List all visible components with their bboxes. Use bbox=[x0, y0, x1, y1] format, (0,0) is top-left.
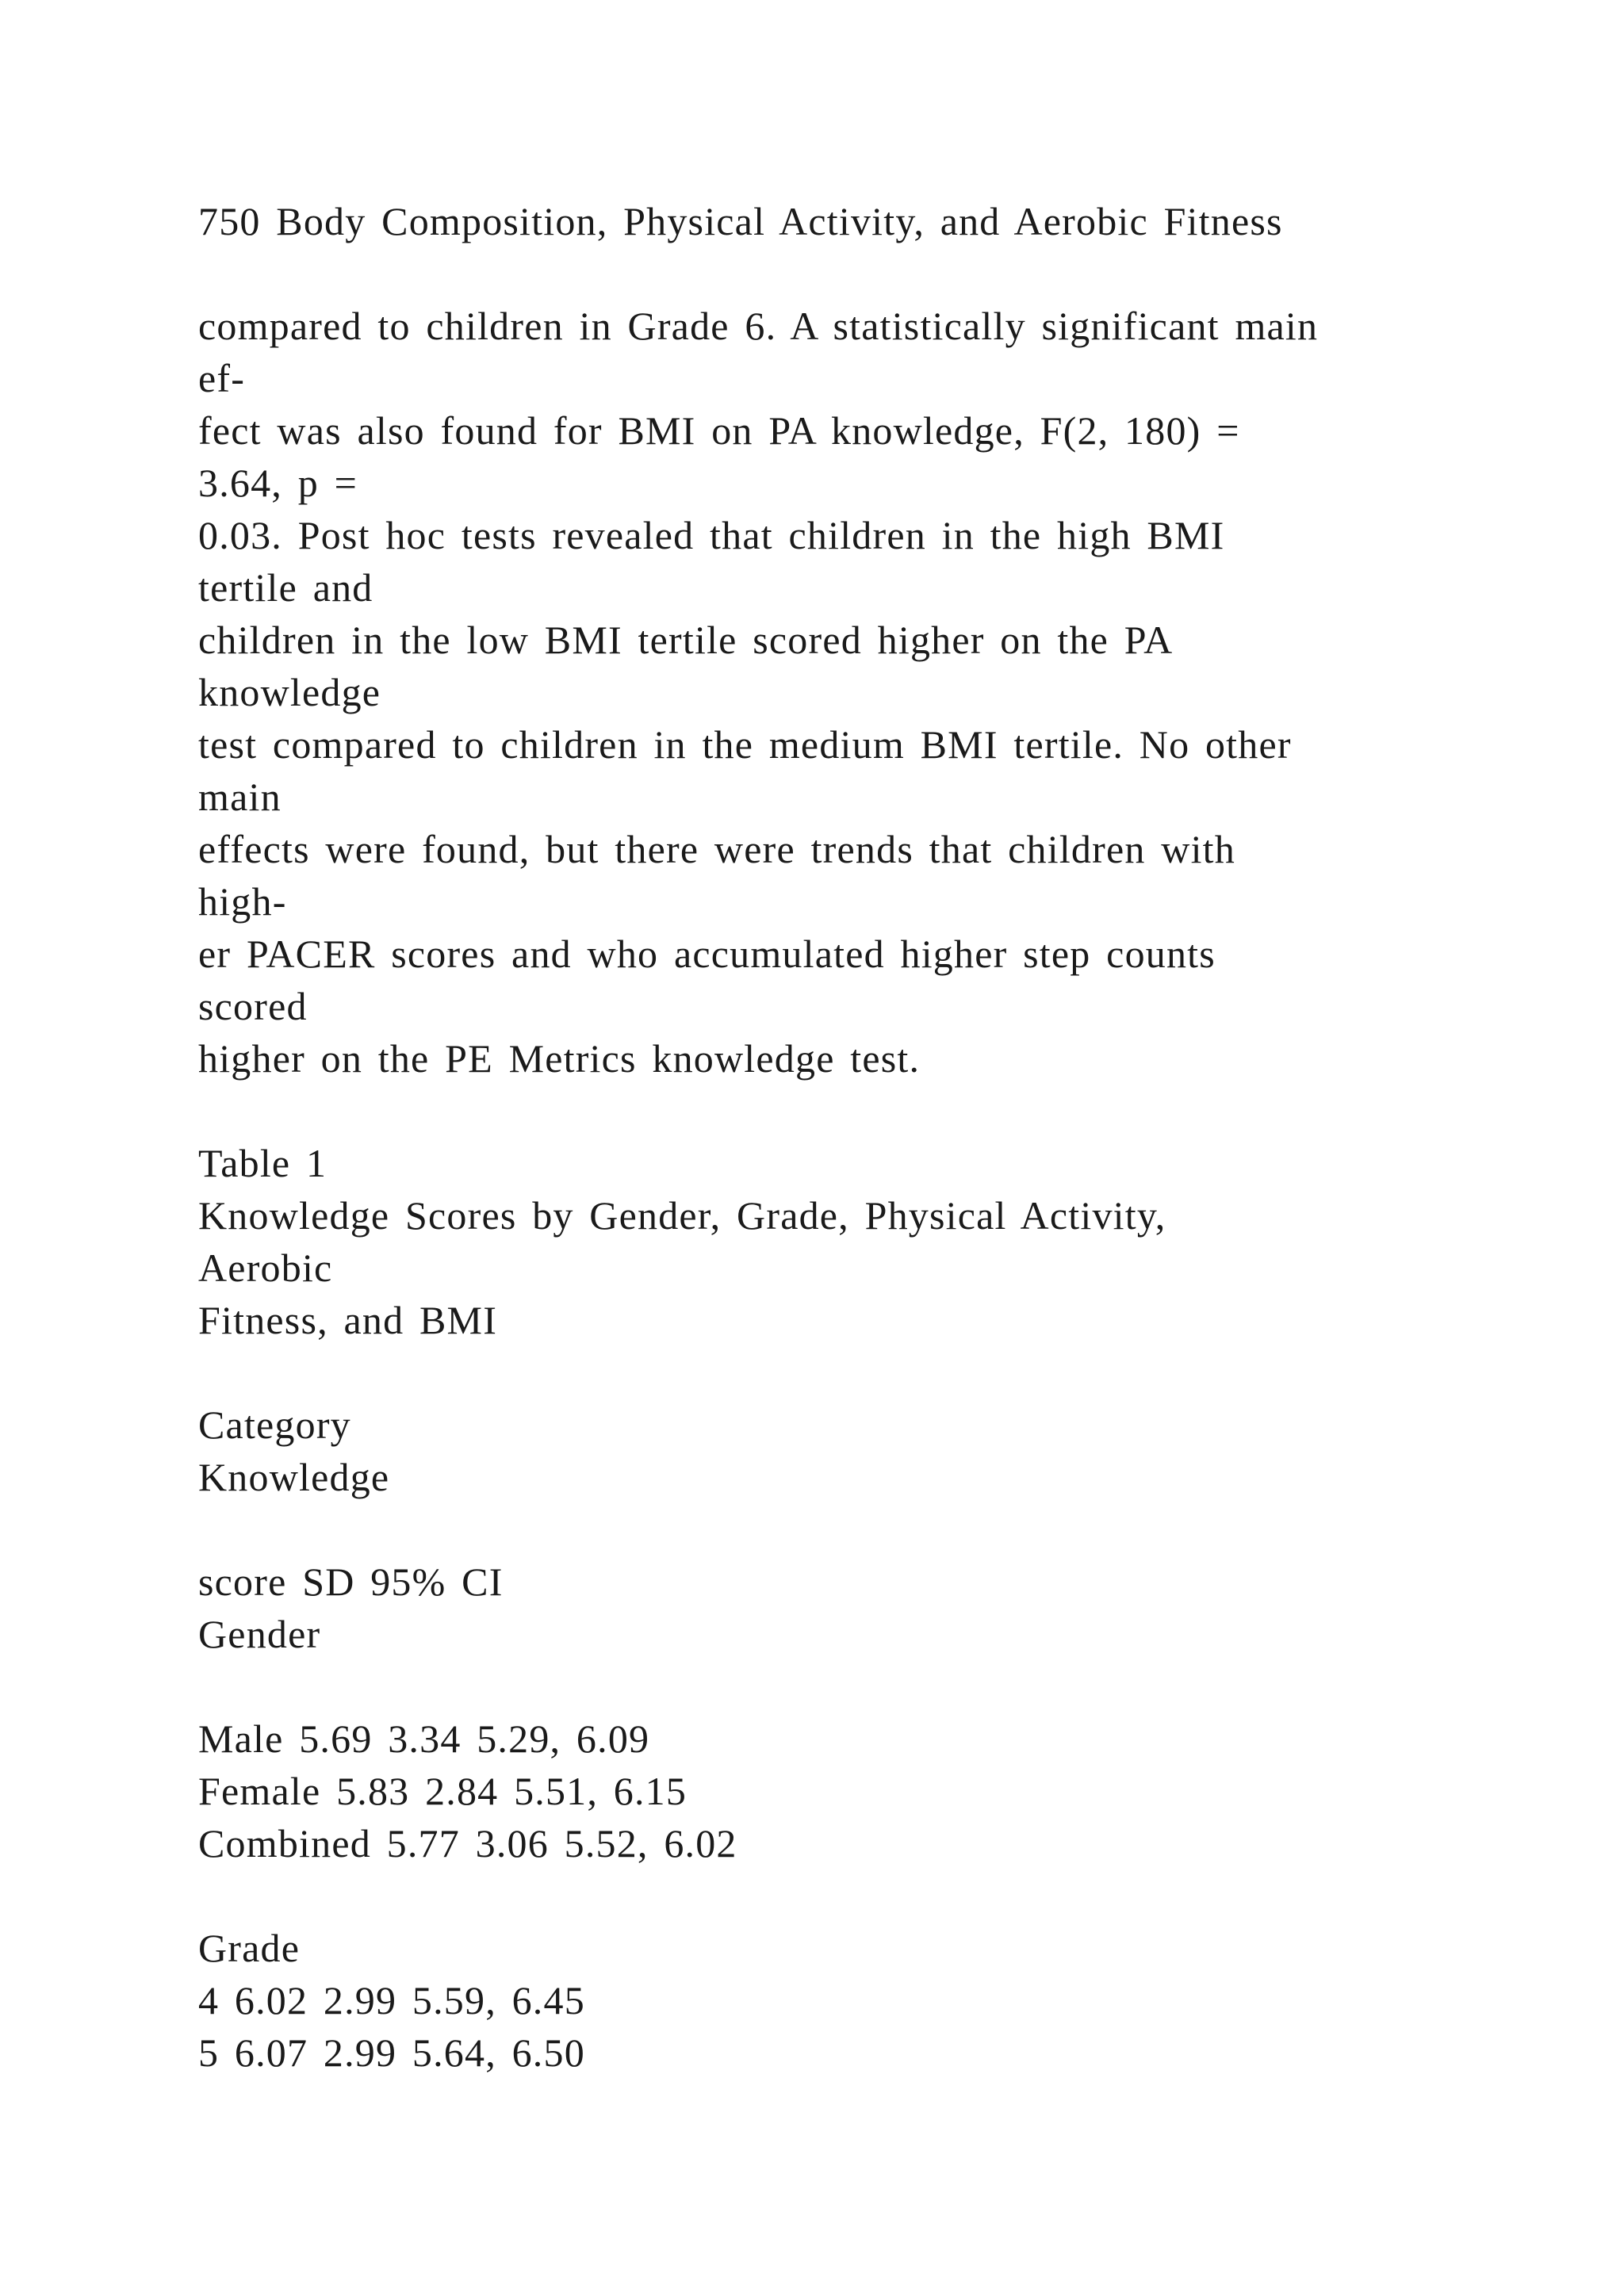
table-subheader: score SD 95% CI bbox=[198, 1559, 504, 1604]
table-caption bbox=[198, 1137, 1546, 1346]
table-label: Table 1 bbox=[198, 1141, 327, 1185]
table-row: 4 6.02 2.99 5.59, 6.45 bbox=[198, 1978, 585, 2022]
spacer bbox=[198, 1660, 1546, 1712]
paragraph-line: 3.64, p = bbox=[198, 461, 358, 505]
group-heading: Grade bbox=[198, 1926, 301, 1970]
table-row: Combined 5.77 3.06 5.52, 6.02 bbox=[198, 1821, 737, 1866]
body-paragraph bbox=[198, 300, 1546, 1085]
paragraph-line: test compared to children in the medium BMI tertile. No other bbox=[198, 722, 1292, 767]
table-header-line: Knowledge bbox=[198, 1455, 390, 1499]
running-head: 750 Body Composition, Physical Activity, and Aerobic Fitness bbox=[198, 199, 1283, 243]
spacer bbox=[198, 1085, 1546, 1137]
caption-line: Knowledge Scores by Gender, Grade, Physical Activity, bbox=[198, 1193, 1166, 1238]
paragraph-line: er PACER scores and who accumulated higher step counts bbox=[198, 932, 1216, 976]
paragraph-line: compared to children in Grade 6. A statistically significant main bbox=[198, 304, 1319, 348]
paragraph-line: scored bbox=[198, 984, 308, 1028]
paragraph-line: fect was also found for BMI on PA knowledge, F(2, 180) = bbox=[198, 408, 1240, 453]
caption-line: Aerobic bbox=[198, 1246, 333, 1290]
paragraph-line: children in the low BMI tertile scored higher on the PA bbox=[198, 618, 1174, 662]
spacer bbox=[198, 1869, 1546, 1922]
spacer bbox=[198, 1503, 1546, 1556]
table-row: Male 5.69 3.34 5.29, 6.09 bbox=[198, 1716, 650, 1761]
paragraph-line: main bbox=[198, 775, 282, 819]
group-heading: Gender bbox=[198, 1612, 321, 1656]
spacer bbox=[198, 247, 1546, 300]
table-group-grade bbox=[198, 1922, 1546, 2079]
table-header bbox=[198, 1399, 1546, 1503]
spacer bbox=[198, 1346, 1546, 1399]
paragraph-line: knowledge bbox=[198, 670, 381, 714]
table-row: Female 5.83 2.84 5.51, 6.15 bbox=[198, 1769, 688, 1813]
paragraph-line: higher on the PE Metrics knowledge test. bbox=[198, 1036, 921, 1081]
caption-line: Fitness, and BMI bbox=[198, 1298, 498, 1342]
table-group-gender bbox=[198, 1608, 1546, 1869]
table-row: 5 6.07 2.99 5.64, 6.50 bbox=[198, 2030, 585, 2075]
table-header-line: Category bbox=[198, 1402, 351, 1447]
paragraph-line: effects were found, but there were trends that children with bbox=[198, 827, 1235, 871]
paragraph-line: 0.03. Post hoc tests revealed that children in the high BMI bbox=[198, 513, 1225, 557]
paragraph-line: high- bbox=[198, 879, 287, 924]
paragraph-line: tertile and bbox=[198, 565, 373, 610]
paragraph-line: ef- bbox=[198, 356, 246, 400]
document-page bbox=[198, 195, 1546, 2079]
